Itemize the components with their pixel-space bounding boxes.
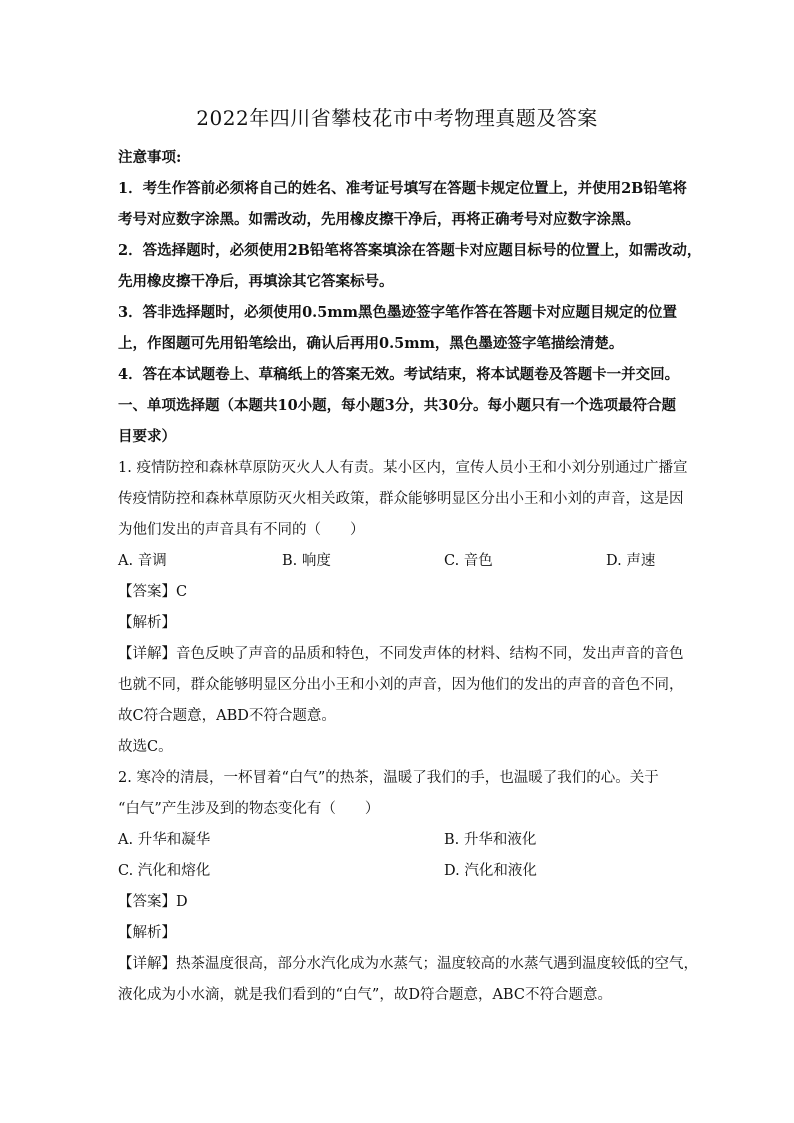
q1-option-b: B. 响度 xyxy=(282,553,331,569)
q2-detail-line: 【详解】热茶温度很高，部分水汽化成为水蒸气；温度较高的水蒸气遇到温度较低的空气， xyxy=(118,956,698,972)
notice-line: 3．答非选择题时，必须使用0.5mm黑色墨迹签字笔作答在答题卡对应题目规定的位置 xyxy=(118,304,677,321)
q1-option-d: D. 声速 xyxy=(606,553,656,569)
q2-stem-line: 2. 寒冷的清晨，一杯冒着“白气”的热茶，温暖了我们的手，也温暖了我们的心。关于 xyxy=(118,770,659,786)
page-title: 2022年四川省攀枝花市中考物理真题及答案 xyxy=(196,106,598,130)
q1-answer: 【答案】C xyxy=(118,584,188,600)
q1-option-a: A. 音调 xyxy=(118,553,167,569)
section-heading-cont: 目要求） xyxy=(118,428,176,445)
q1-conclusion: 故选C。 xyxy=(118,739,173,755)
q2-stem-line: “白气”产生涉及到的物态变化有（ ） xyxy=(118,801,380,817)
notice-line: 上，作图题可先用铅笔绘出，确认后再用0.5mm，黑色墨迹签字笔描绘清楚。 xyxy=(118,335,624,352)
notice-line: 1．考生作答前必须将自己的姓名、准考证号填写在答题卡规定位置上，并使用2B铅笔将 xyxy=(118,180,687,197)
q2-analysis-label: 【解析】 xyxy=(118,925,176,941)
notice-heading: 注意事项: xyxy=(118,149,182,166)
q1-stem-line: 为他们发出的声音具有不同的（ ） xyxy=(118,522,365,538)
q2-answer: 【答案】D xyxy=(118,894,188,910)
q1-option-c: C. 音色 xyxy=(444,553,493,569)
q1-detail-line: 也就不同，群众能够明显区分出小王和小刘的声音，因为他们的发出的声音的音色不同， xyxy=(118,677,684,693)
q1-stem-line: 传疫情防控和森林草原防灭火相关政策，群众能够明显区分出小王和小刘的声音，这是因 xyxy=(118,491,684,507)
notice-line: 考号对应数字涂黑。如需改动，先用橡皮擦干净后，再将正确考号对应数字涂黑。 xyxy=(118,211,640,228)
notice-line: 先用橡皮擦干净后，再填涂其它答案标号。 xyxy=(118,273,394,290)
q2-option-a: A. 升华和凝华 xyxy=(118,832,211,848)
q1-detail-line: 故C符合题意，ABD不符合题意。 xyxy=(118,708,336,724)
notice-line: 2．答选择题时，必须使用2B铅笔将答案填涂在答题卡对应题目标号的位置上，如需改动， xyxy=(118,242,702,259)
q1-stem-line: 1. 疫情防控和森林草原防灭火人人有责。某小区内，宣传人员小王和小刘分别通过广播宣 xyxy=(118,460,688,476)
q2-option-d: D. 汽化和液化 xyxy=(444,863,537,879)
q1-detail-line: 【详解】音色反映了声音的品质和特色，不同发声体的材料、结构不同，发出声音的音色 xyxy=(118,646,684,662)
q2-option-c: C. 汽化和熔化 xyxy=(118,863,211,879)
section-heading: 一、单项选择题（本题共10小题，每小题3分，共30分。每小题只有一个选项最符合题 xyxy=(118,397,676,414)
q2-detail-line: 液化成为小水滴，就是我们看到的“白气”，故D符合题意，ABC不符合题意。 xyxy=(118,987,612,1003)
notice-line: 4．答在本试题卷上、草稿纸上的答案无效。考试结束，将本试题卷及答题卡一并交回。 xyxy=(118,366,680,383)
q2-option-b: B. 升华和液化 xyxy=(444,832,537,848)
q1-analysis-label: 【解析】 xyxy=(118,615,176,631)
